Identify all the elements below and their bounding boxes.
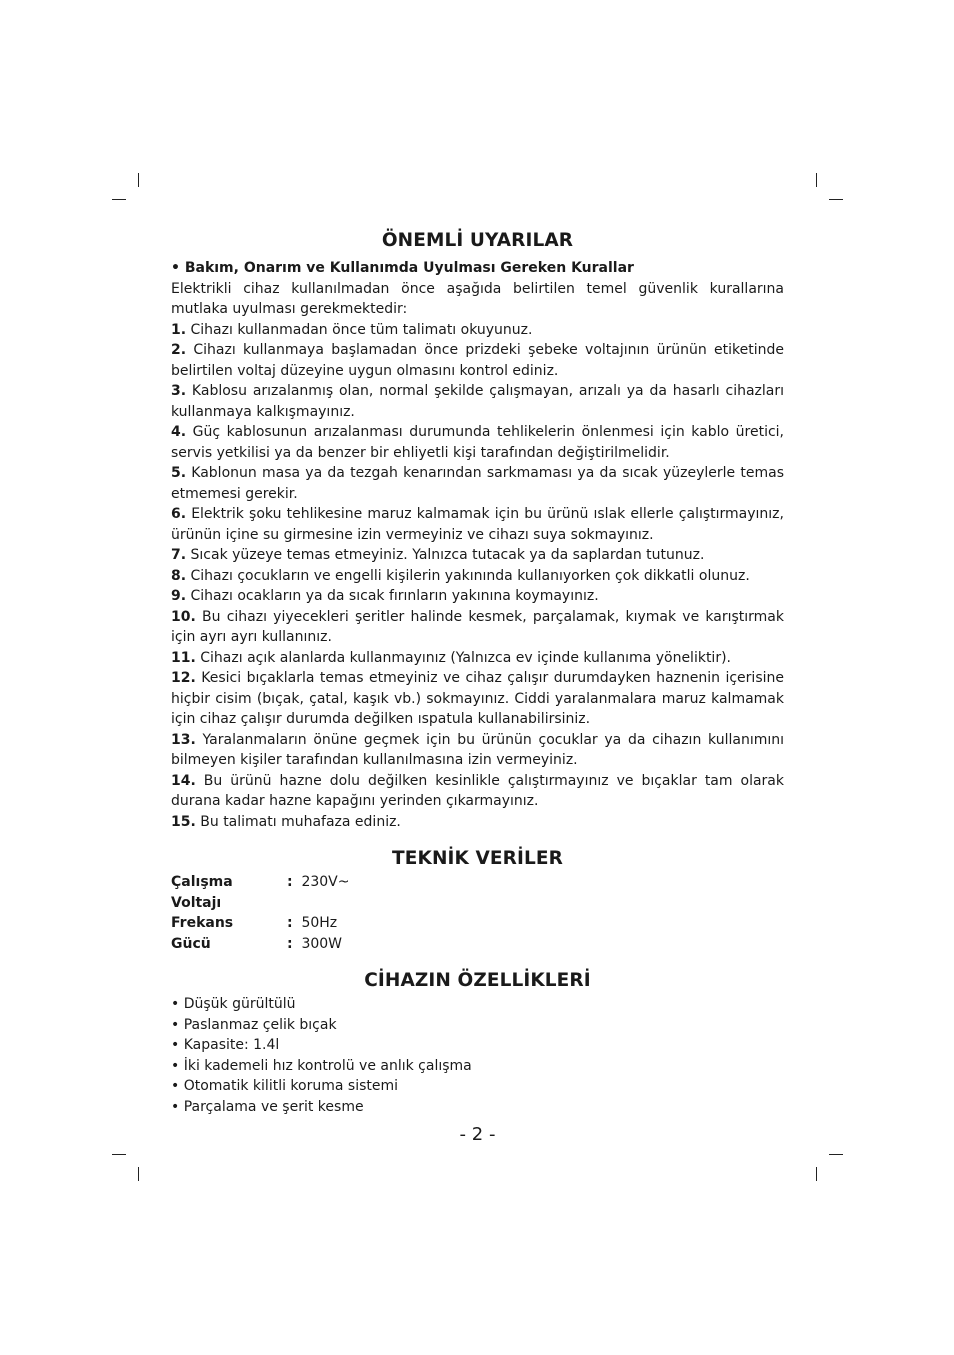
item-number: 1. (171, 321, 187, 338)
crop-mark-bottom-right-horizontal (829, 1154, 843, 1155)
item-number: 3. (171, 383, 187, 399)
item-number: 10. (171, 608, 196, 625)
crop-mark-bottom-right-vertical (816, 1167, 817, 1181)
spec-colon: : (287, 874, 293, 890)
item-text: Bu talimatı muhafaza ediniz. (195, 813, 401, 830)
item-text: Kablosu arızalanmış olan, normal şekilde çalışmayan, arızalı ya da hasarlı cihazları kullanmaya kalkışmayınız. (171, 383, 784, 420)
spec-label: Gücü (171, 935, 211, 952)
technical-specs (171, 872, 784, 954)
spec-value: 300W (297, 935, 343, 952)
item-number: 5. (171, 465, 187, 481)
item-text: Cihazı çocukların ve engelli kişilerin yakınında kullanıyorken çok dikkatli olunuz. (186, 567, 750, 584)
warning-item (171, 771, 784, 812)
warning-item (171, 422, 784, 463)
spec-value: 230V~ (297, 874, 350, 890)
item-text: Bu ürünü hazne dolu değilken kesinlikle çalıştırmayınız ve bıçaklar tam olarak durana kadar hazne kapağını yerinden çıkarmayınız. (171, 772, 784, 809)
spec-colon: : (287, 935, 293, 952)
warning-item (171, 586, 784, 607)
item-number: 14. (171, 772, 196, 789)
spec-label: Frekans (171, 915, 234, 931)
item-text: Elektrik şoku tehlikesine maruz kalmamak için bu ürünü ıslak ellerle çalıştırmayınız, ürünün içine su girmesine izin vermeyiniz ve cihazı suya sokmayınız. (171, 506, 784, 543)
list-item: • Parçalama ve şerit kesme (171, 1098, 364, 1115)
item-text: Bu cihazı yiyecekleri şeritler halinde kesmek, parçalamak, kıymak ve karıştırmak için ayrı ayrı kullanınız. (171, 608, 784, 645)
warnings-intro: Elektrikli cihaz kullanılmadan önce aşağıda belirtilen temel güvenlik kurallarına mutlaka uyulması gerekmektedir: (171, 280, 784, 317)
item-number: 11. (171, 649, 196, 666)
item-text: Cihazı kullanmadan önce tüm talimatı okuyunuz. (186, 321, 533, 338)
crop-mark-top-right-vertical (816, 173, 817, 187)
warning-item (171, 607, 784, 648)
warning-item (171, 812, 784, 833)
warning-item (171, 463, 784, 504)
item-text: Güç kablosunun arızalanması durumunda tehlikelerin önlenmesi için kablo üretici, servis yetkilisi ya da benzer bir ehliyetli kişi tarafından değiştirilmelidir. (171, 424, 784, 461)
spec-value: 50Hz (297, 915, 338, 931)
features-list (171, 994, 784, 1117)
item-text: Yaralanmaların önüne geçmek için bu ürünün çocuklar ya da cihazın kullanımını bilmeyen kişiler tarafından kullanılmasına izin vermeyiniz. (171, 731, 784, 768)
item-text: Cihazı kullanmaya başlamadan önce prizdeki şebeke voltajının ürünün etiketinde belirtilen voltaj düzeyine uygun olmasını kontrol ediniz. (171, 342, 784, 379)
warning-item (171, 566, 784, 587)
spec-colon: : (287, 915, 293, 931)
crop-mark-bottom-left-vertical (138, 1167, 139, 1181)
item-number: 13. (171, 731, 196, 748)
item-number: 4. (171, 424, 187, 440)
warnings-list (171, 320, 784, 833)
page-content (171, 228, 784, 1146)
item-number: 7. (171, 547, 187, 563)
warning-item (171, 545, 784, 566)
features-title: CİHAZIN ÖZELLİKLERİ (364, 970, 591, 991)
spec-row (171, 934, 784, 955)
warnings-title: ÖNEMLİ UYARILAR (381, 230, 574, 251)
item-text: Kesici bıçaklarla temas etmeyiniz ve cihaz çalışır durumdayken haznenin içerisine hiçbir cisim (bıçak, çatal, kaşık vb.) sokmayınız. Ciddi yaralanmalara maruz kalmamak için cihaz çalışır durumda değilken ıspatula kullanabilirsiniz. (171, 670, 784, 727)
crop-mark-top-left-horizontal (112, 199, 126, 200)
list-item: • Kapasite: 1.4l (171, 1037, 280, 1053)
item-number: 9. (171, 588, 187, 604)
crop-mark-top-right-horizontal (829, 199, 843, 200)
warning-item (171, 648, 784, 669)
item-number: 15. (171, 813, 196, 830)
crop-mark-bottom-left-horizontal (112, 1154, 126, 1155)
spec-label: Çalışma Voltajı (171, 874, 233, 911)
item-number: 12. (171, 670, 196, 686)
technical-title: TEKNİK VERİLER (392, 848, 563, 869)
warning-item (171, 730, 784, 771)
list-item: • İki kademeli hız kontrolü ve anlık çalışma (171, 1057, 472, 1074)
warning-item (171, 381, 784, 422)
warnings-subtitle: • Bakım, Onarım ve Kullanımda Uyulması Gereken Kurallar (171, 260, 634, 276)
crop-mark-top-left-vertical (138, 173, 139, 187)
list-item: • Otomatik kilitli koruma sistemi (171, 1078, 399, 1094)
item-number: 6. (171, 506, 187, 522)
warning-item (171, 668, 784, 730)
item-text: Cihazı ocakların ya da sıcak fırınların yakınına koymayınız. (186, 588, 599, 604)
item-number: 8. (171, 567, 187, 584)
list-item: • Paslanmaz çelik bıçak (171, 1016, 337, 1033)
list-item: • Düşük gürültülü (171, 996, 296, 1012)
item-text: Sıcak yüzeye temas etmeyiniz. Yalnızca tutacak ya da saplardan tutunuz. (186, 547, 705, 563)
warning-item (171, 504, 784, 545)
warning-item (171, 320, 784, 341)
item-text: Kablonun masa ya da tezgah kenarından sarkmaması ya da sıcak yüzeylerle temas etmemesi gerekir. (171, 465, 784, 502)
item-number: 2. (171, 342, 187, 358)
spec-row (171, 913, 784, 934)
page-number: - 2 - (459, 1124, 496, 1145)
spec-row (171, 872, 784, 913)
warning-item (171, 340, 784, 381)
item-text: Cihazı açık alanlarda kullanmayınız (Yalnızca ev içinde kullanıma yöneliktir). (195, 649, 731, 666)
